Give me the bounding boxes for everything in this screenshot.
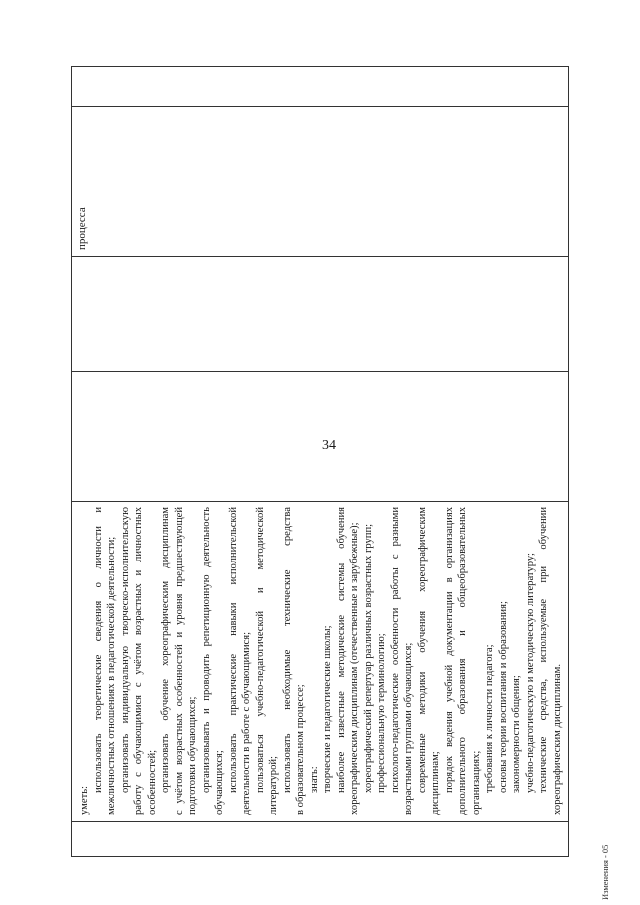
content-line: межличностных отношениях в педагогической деятельности; [106, 536, 117, 815]
content-line: подготовки обучающихся; [187, 696, 198, 815]
content-line: организовать обучение хореографическим дисциплинам [160, 507, 171, 793]
content-line: порядок ведения учебной документации в организациях [443, 507, 455, 793]
content-line: организовывать и проводить репетиционную деятельность [200, 507, 212, 793]
content-line: использовать практические навыки исполнительской [227, 507, 239, 793]
content-line: современные методики обучения хореографическим [416, 507, 428, 793]
content-line: пользоваться учебно-педагогической и методической [254, 507, 266, 793]
content-line: работу с обучающимися с учётом возрастных и личностных [133, 507, 144, 815]
revision-footer: Изменения - 05 [600, 844, 610, 900]
content-line: психолого-педагогические особенности работы с разными [389, 507, 401, 793]
content-line: с учётом возрастных особенностей и уровня предшествующей [173, 507, 185, 815]
skills-knowledge-cell [72, 502, 569, 822]
content-line: организовать индивидуальную творческо-исполнительскую [119, 507, 131, 793]
content-line: использовать теоретические сведения о личности и [92, 507, 104, 793]
content-line: закономерности общения; [511, 675, 522, 793]
content-line: дополнительного образования и общеобразовательных [457, 507, 468, 815]
content-line: возрастными группами обучающихся; [403, 642, 414, 815]
process-cell [72, 107, 569, 257]
table-cell-empty [72, 257, 569, 372]
table-cell-empty [72, 67, 569, 107]
content-line: уметь: [79, 786, 90, 815]
content-line: деятельности в работе с обучающимися; [241, 631, 252, 815]
content-line: дисциплинам; [430, 751, 441, 815]
content-line: хореографическим дисциплинам. [551, 664, 563, 815]
content-line: хореографическим дисциплинам (отечественные и зарубежные); [349, 522, 360, 815]
content-line: технические средства, используемые при обучении [538, 507, 549, 793]
content-line: использовать необходимые технические средства [281, 507, 293, 793]
content-line: профессиональную терминологию; [376, 633, 387, 793]
content-line: хореографический репертуар различных возрастных групп; [362, 523, 374, 793]
content-line: наиболее известные методические системы обучения [335, 507, 347, 793]
content-line: организациях; [470, 750, 482, 815]
content-line: основы теории воспитания и образования; [497, 601, 509, 793]
content-line: творческие и педагогические школы; [322, 625, 333, 793]
table-row [72, 67, 569, 857]
content-line: особенностей; [146, 749, 158, 815]
content-line: знать: [308, 766, 320, 793]
content-line: требования к личности педагога; [484, 644, 495, 793]
content-line: литературой; [268, 755, 279, 815]
table-cell-empty [72, 372, 569, 502]
page-number: 34 [322, 438, 336, 453]
table-cell-empty [72, 822, 569, 857]
process-label: процесса [76, 207, 88, 250]
content-line: в образовательном процессе; [295, 684, 306, 815]
competency-table [71, 66, 569, 857]
content-lines [78, 507, 564, 815]
content-line: обучающихся; [214, 750, 225, 815]
content-line: учебно-педагогическую и методическую литературу; [524, 553, 536, 793]
